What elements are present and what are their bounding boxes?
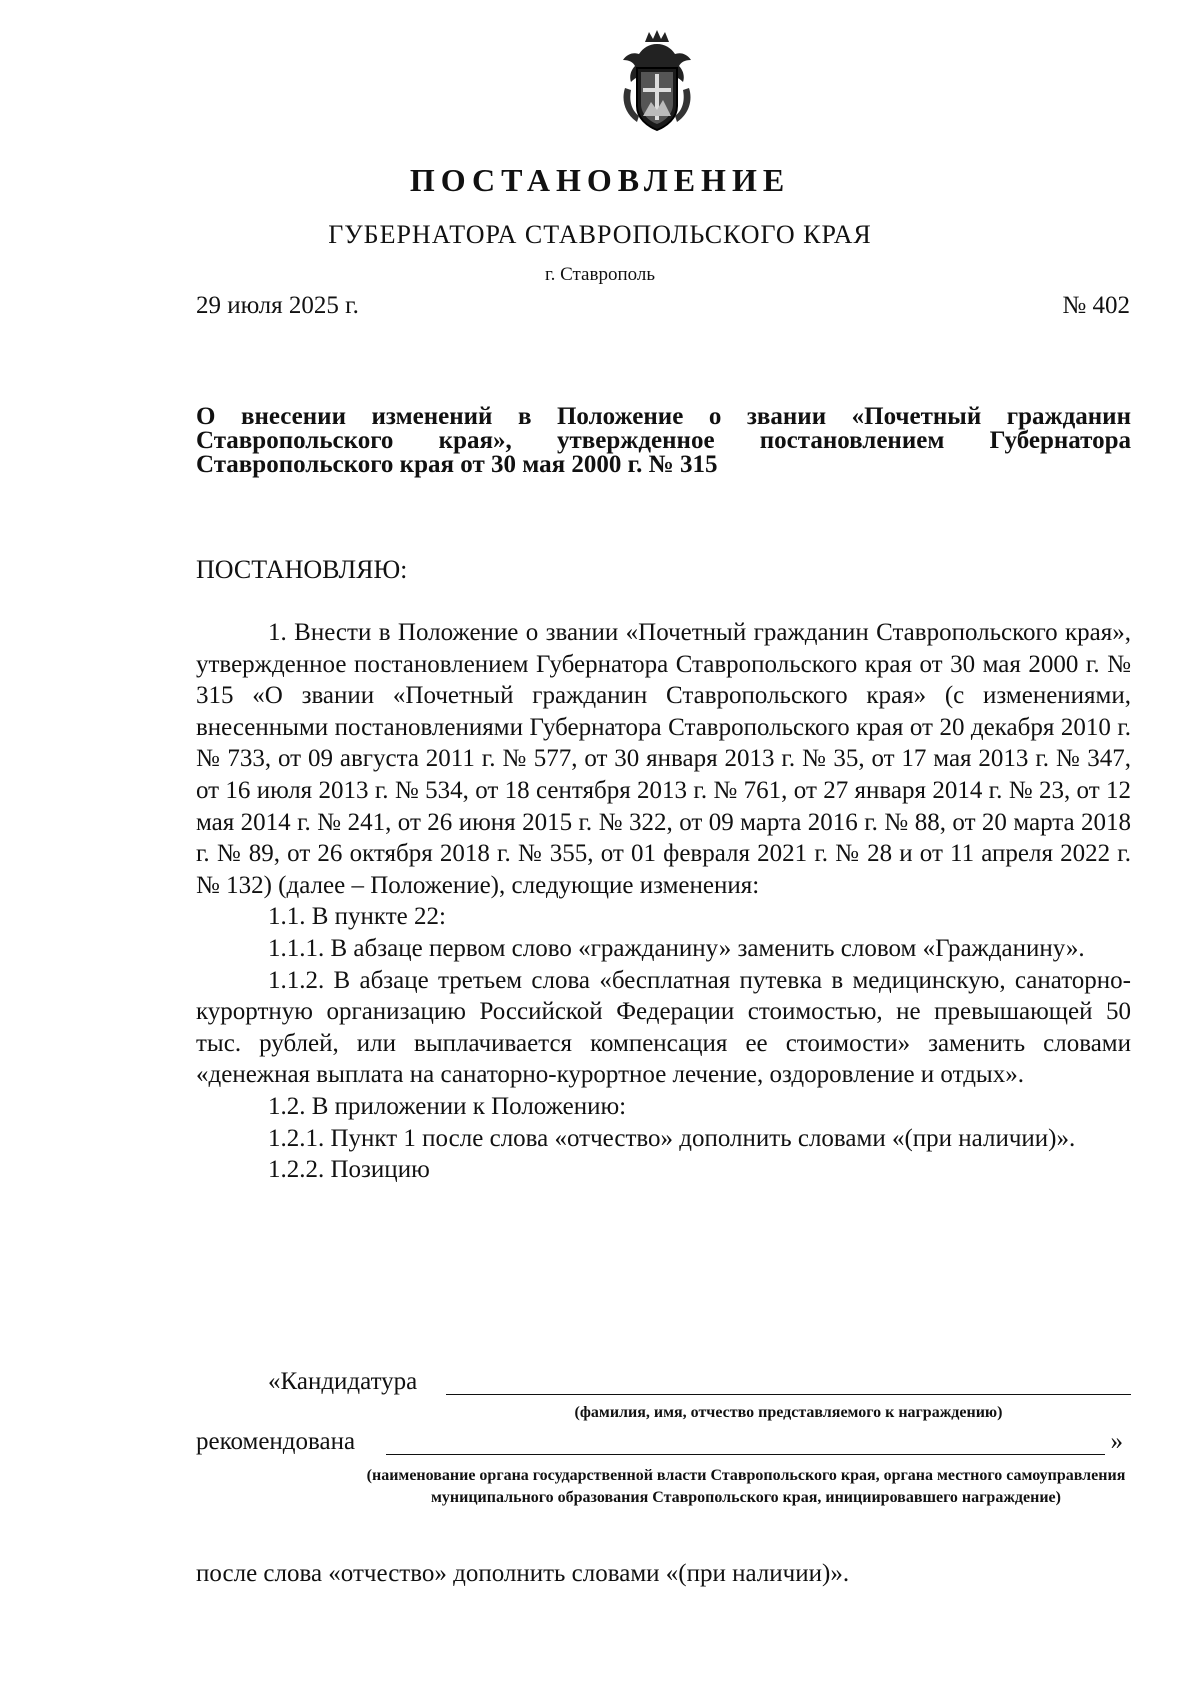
paragraph-1: 1. Внести в Положение о звании «Почетный гражданин Ставропольского края», утвержденное постановлением Губернатора Ставропольского края от 30 мая 2000 г. № 315 «О звании «Почетный гражданин Ставропольского края» (с изменениями, внесенными постановлениями Губернатора Ставропольского края от 20 декабря 2010 г. № 733, от 09 августа 2011 г. № 577, от 30 января 2013 г. № 35, от 17 мая 2013 г. № 347, от 16 июля 2013 г. № 534, от 18 сентября 2013 г. № 761, от 27 января 2014 г. № 23, от 12 мая 2014 г. № 241, от 26 июня 2015 г. № 322, от 09 марта 2016 г. № 88, от 20 марта 2018 г. № 89, от 26 октября 2018 г. № 355, от 01 февраля 2021 г. № 28 и от 11 апреля 2022 г. № 132) (далее – Положение), следующие изменения: xyxy=(196,619,1131,899)
paragraph-1-2-1: 1.2.1. Пункт 1 после слова «отчество» дополнить словами «(при наличии)». xyxy=(268,1124,1076,1152)
document-number: № 402 xyxy=(1062,292,1130,319)
recommended-blank-line xyxy=(386,1454,1105,1455)
candidate-label: «Кандидатура xyxy=(268,1368,418,1395)
candidate-blank-line xyxy=(446,1394,1131,1395)
paragraph-1-1-1: 1.1.1. В абзаце первом слово «гражданину» заменить словом «Гражданину». xyxy=(268,934,1085,962)
paragraph-1-2-2: 1.2.2. Позицию xyxy=(268,1156,430,1184)
issue-city: г. Ставрополь xyxy=(544,264,656,285)
paragraph-1-2: 1.2. В приложении к Положению: xyxy=(268,1092,627,1120)
document-type-heading: ПОСТАНОВЛЕНИЕ xyxy=(409,162,791,198)
issuing-authority: ГУБЕРНАТОРА СТАВРОПОЛЬСКОГО КРАЯ xyxy=(328,220,872,249)
recommended-row xyxy=(196,1428,1131,1460)
candidate-caption: (фамилия, имя, отчество представляемого к награждению) xyxy=(574,1404,1003,1421)
paragraph-1-1: 1.1. В пункте 22: xyxy=(268,903,446,931)
paragraph-1-1-2: 1.1.2. В абзаце третьем слова «бесплатная путевка в медицинскую, санаторно-курортную организацию Российской Федерации стоимостью, не превышающей 50 тыс. рублей, или выплачивается компенсация ее стоимости» заменить словами «денежная выплата на санаторно-курортное лечение, оздоровление и отдых». xyxy=(196,966,1131,1089)
final-sentence: после слова «отчество» дополнить словами «(при наличии)». xyxy=(196,1560,850,1587)
document-date: 29 июля 2025 г. xyxy=(196,292,359,319)
recommended-caption: (наименование органа государственной власти Ставропольского края, органа местного самоуправления муниципального образования Ставропольского края, инициировавшего награждение) xyxy=(366,1467,1126,1506)
closing-quote: » xyxy=(1110,1428,1123,1455)
candidate-row xyxy=(268,1368,1131,1400)
document-body xyxy=(196,617,1131,1186)
recommended-label: рекомендована xyxy=(196,1428,356,1455)
stavropol-krai-coat-of-arms-icon xyxy=(615,28,699,132)
document-title: О внесении изменений в Положение о звании «Почетный гражданин Ставропольского края», утвержденное постановлением Губернатора Ставропольского края от 30 мая 2000 г. № 315 xyxy=(196,403,1131,478)
decree-word: ПОСТАНОВЛЯЮ: xyxy=(196,555,408,584)
